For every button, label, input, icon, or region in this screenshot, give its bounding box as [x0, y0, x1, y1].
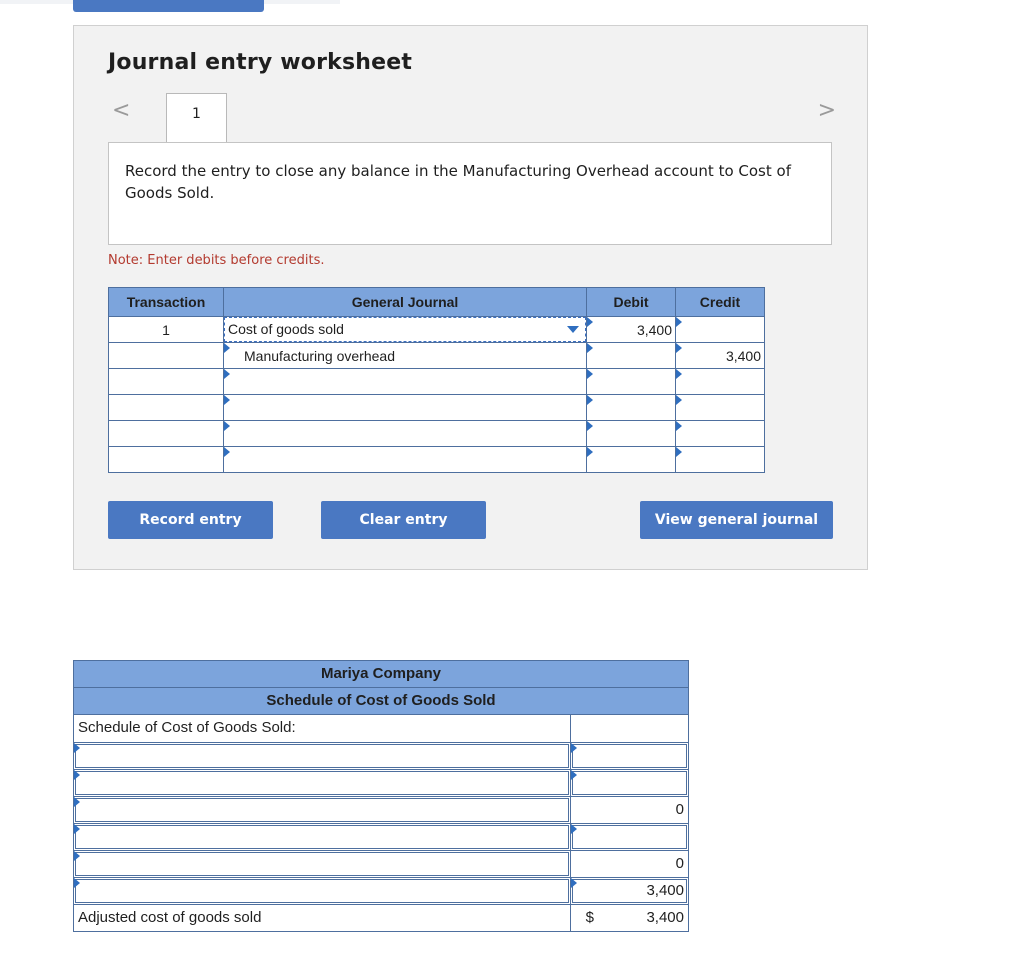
debit-input[interactable]	[587, 343, 676, 369]
input-marker-icon	[676, 421, 682, 431]
chevron-right-icon[interactable]: >	[817, 98, 836, 123]
credit-value: 3,400	[725, 347, 761, 364]
input-marker-icon	[74, 797, 80, 807]
schedule-amount-value: 0	[675, 854, 684, 872]
schedule-amount-output	[570, 796, 688, 823]
account-select[interactable]	[224, 421, 587, 447]
debit-input[interactable]	[587, 421, 676, 447]
input-marker-icon	[571, 824, 577, 834]
transaction-cell[interactable]	[109, 421, 224, 447]
schedule-total-value: 3,400	[646, 908, 684, 926]
schedule-amount-input[interactable]	[570, 877, 688, 904]
credit-input[interactable]	[676, 343, 765, 369]
input-marker-icon	[74, 824, 80, 834]
schedule-amount-input[interactable]	[570, 823, 688, 850]
input-marker-icon	[587, 343, 593, 353]
dropdown-arrow-icon[interactable]	[567, 326, 579, 333]
credit-input[interactable]	[676, 447, 765, 473]
schedule-row	[74, 796, 689, 823]
input-marker-icon	[74, 770, 80, 780]
header-debit: Debit	[587, 288, 676, 317]
credit-input[interactable]	[676, 317, 765, 343]
credit-input[interactable]	[676, 369, 765, 395]
header-transaction: Transaction	[109, 288, 224, 317]
journal-row	[109, 395, 765, 421]
schedule-row	[74, 823, 689, 850]
schedule-intro-text: Schedule of Cost of Goods Sold:	[78, 719, 296, 737]
transaction-cell[interactable]	[109, 343, 224, 369]
header-credit: Credit	[676, 288, 765, 317]
schedule-row	[74, 850, 689, 877]
schedule-amount-value: 3,400	[646, 881, 684, 899]
schedule-intro-value	[570, 715, 688, 742]
chevron-left-icon[interactable]: <	[112, 98, 131, 123]
journal-row	[109, 343, 765, 369]
schedule-intro-label	[74, 715, 571, 742]
schedule-label-select[interactable]	[74, 823, 571, 850]
input-marker-icon	[571, 743, 577, 753]
debit-input[interactable]	[587, 395, 676, 421]
input-marker-icon	[676, 447, 682, 457]
schedule-label-select[interactable]	[74, 769, 571, 796]
input-marker-icon	[571, 878, 577, 888]
transaction-cell[interactable]	[109, 447, 224, 473]
schedule-amount-output	[570, 850, 688, 877]
schedule-amount-value: 0	[675, 800, 684, 818]
schedule-amount-input[interactable]	[570, 769, 688, 796]
header-general-journal: General Journal	[224, 288, 587, 317]
account-select[interactable]	[224, 447, 587, 473]
input-marker-icon	[224, 447, 230, 457]
debit-input[interactable]	[587, 317, 676, 343]
tab-entry-1[interactable]: 1	[166, 93, 227, 144]
account-select[interactable]	[224, 369, 587, 395]
schedule-label-select[interactable]	[74, 796, 571, 823]
input-marker-icon	[74, 851, 80, 861]
account-value: Manufacturing overhead	[244, 347, 395, 364]
schedule-total-text: Adjusted cost of goods sold	[78, 908, 262, 926]
transaction-cell: 1	[109, 317, 224, 343]
credit-value	[761, 322, 764, 338]
input-marker-icon	[224, 343, 230, 353]
input-marker-icon	[571, 770, 577, 780]
clear-entry-button[interactable]: Clear entry	[321, 501, 486, 539]
view-general-journal-button[interactable]: View general journal	[640, 501, 833, 539]
worksheet-title: Journal entry worksheet	[108, 50, 413, 75]
schedule-row	[74, 877, 689, 904]
account-select[interactable]	[224, 317, 587, 343]
schedule-label-select[interactable]	[74, 742, 571, 769]
input-marker-icon	[587, 447, 593, 457]
schedule-total-label	[74, 904, 571, 931]
input-marker-icon	[224, 395, 230, 405]
currency-symbol: $	[585, 908, 594, 926]
account-value: Cost of goods sold	[228, 321, 344, 337]
schedule-label-select[interactable]	[74, 850, 571, 877]
journal-header-row	[109, 288, 765, 317]
credit-input[interactable]	[676, 395, 765, 421]
schedule-table	[73, 715, 689, 932]
note-text: Note: Enter debits before credits.	[108, 253, 325, 268]
credit-input[interactable]	[676, 421, 765, 447]
schedule-row	[74, 769, 689, 796]
input-marker-icon	[676, 395, 682, 405]
transaction-cell[interactable]	[109, 395, 224, 421]
entry-instructions: Record the entry to close any balance in the Manufacturing Overhead account to Cost of Goods Sold.	[108, 142, 832, 245]
schedule-intro-row	[74, 715, 689, 742]
journal-row	[109, 369, 765, 395]
schedule-company-name: Mariya Company	[73, 660, 689, 688]
input-marker-icon	[676, 369, 682, 379]
cogs-schedule	[73, 660, 689, 932]
journal-row	[109, 421, 765, 447]
record-entry-button[interactable]: Record entry	[108, 501, 273, 539]
input-marker-icon	[587, 317, 593, 327]
input-marker-icon	[676, 317, 682, 327]
input-marker-icon	[224, 421, 230, 431]
schedule-row	[74, 742, 689, 769]
journal-row	[109, 317, 765, 343]
debit-value: 3,400	[636, 321, 672, 338]
schedule-total-row	[74, 904, 689, 931]
debit-input[interactable]	[587, 447, 676, 473]
input-marker-icon	[74, 878, 80, 888]
account-select[interactable]	[224, 343, 587, 369]
top-tab-indicator[interactable]	[73, 0, 264, 12]
schedule-amount-input[interactable]	[570, 742, 688, 769]
journal-row	[109, 447, 765, 473]
input-marker-icon	[74, 743, 80, 753]
account-select[interactable]	[224, 395, 587, 421]
input-marker-icon	[587, 395, 593, 405]
schedule-total-output	[570, 904, 688, 931]
schedule-label-select[interactable]	[74, 877, 571, 904]
debit-input[interactable]	[587, 369, 676, 395]
journal-entry-worksheet	[73, 25, 868, 570]
schedule-title: Schedule of Cost of Goods Sold	[73, 688, 689, 715]
input-marker-icon	[587, 369, 593, 379]
input-marker-icon	[676, 343, 682, 353]
transaction-cell[interactable]	[109, 369, 224, 395]
input-marker-icon	[587, 421, 593, 431]
journal-table	[108, 287, 765, 473]
input-marker-icon	[224, 369, 230, 379]
